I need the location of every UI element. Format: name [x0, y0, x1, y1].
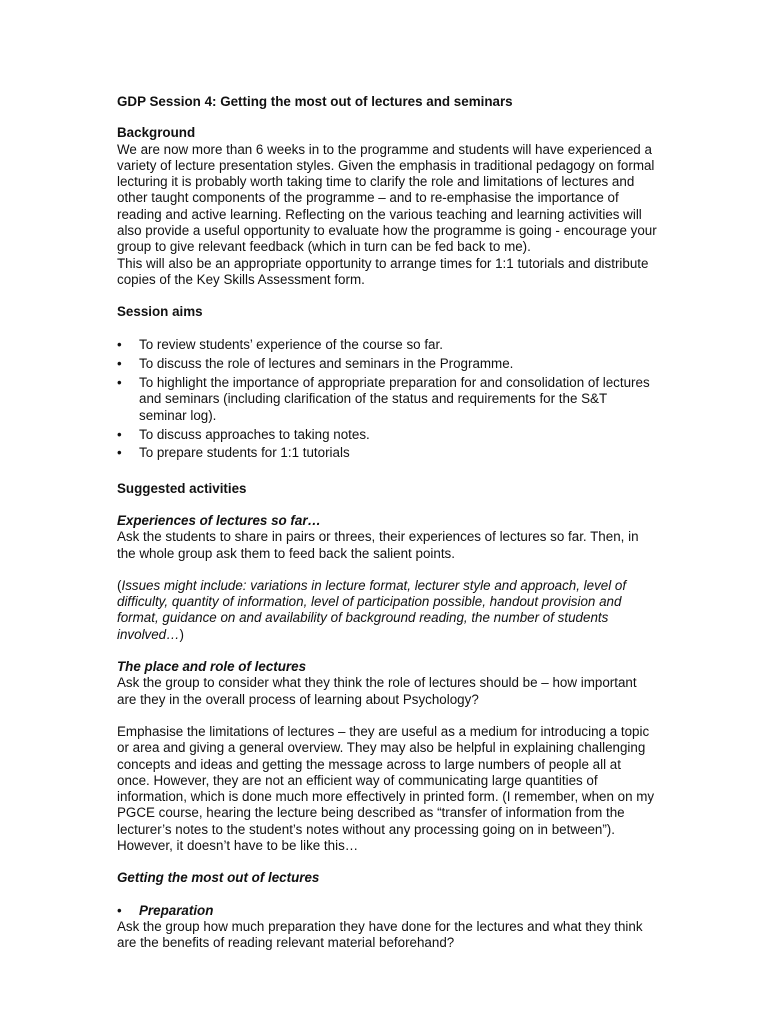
bullet-icon: •: [117, 375, 122, 391]
background-heading: Background: [117, 125, 196, 141]
preparation-paragraph: Ask the group how much preparation they have done for the lectures and what they think are the benefits of reading relevant material beforehand?: [117, 918, 643, 951]
place-role-paragraph-2: Emphasise the limitations of lectures – they are useful as a medium for introducing a topic or area and giving a general overview. They may also be helpful in explaining challenging concepts and ideas and getting the message across to large numbers of people all at once. However, they are not an efficient way of communicating large quantities of information, which is done much more effectively in printed form. (I remember, when on my PGCE course, hearing the lecture being described as “transfer of information from the lecturer’s notes to the student’s notes without any processing going on in between”). However, it doesn’t have to be like this…: [117, 723, 655, 853]
bullet-icon: •: [117, 336, 122, 352]
getting-most-list: [117, 903, 657, 919]
page-title: GDP Session 4: Getting the most out of lectures and seminars: [117, 94, 513, 109]
place-role-paragraph-1: Ask the group to consider what they think the role of lectures should be – how important are they in the overall process of learning about Psychology?: [117, 675, 637, 707]
aim-text: To prepare students for 1:1 tutorials: [139, 445, 350, 461]
issues-paragraph: [117, 578, 657, 643]
session-aims-heading: Session aims: [117, 304, 203, 320]
bullet-icon: •: [117, 902, 122, 918]
session-aims-list: [117, 337, 657, 462]
background-paragraph-1: We are now more than 6 weeks in to the programme and students will have experienced a variety of lecture presentation styles. Given the emphasis in traditional pedagogy on formal lecturing it is probably worth taking time to clarify the role and limitations of lectures and other taught components of the programme – and to re-emphasise the importance of reading and active learning. Reflecting on the various teaching and learning activities will also provide a useful opportunity to evaluate how the programme is going - encourage your group to give relevant feedback (which in turn can be fed back to me).: [117, 141, 657, 255]
list-item: [117, 337, 657, 353]
aim-text: To highlight the importance of appropriate preparation for and consolidation of lectures and seminars (including clarification of the status and requirements for the S&T seminar log).: [139, 375, 650, 423]
issues-close-paren: ): [179, 626, 184, 642]
list-item: [117, 445, 657, 461]
list-item: [117, 903, 657, 919]
experiences-paragraph: Ask the students to share in pairs or threes, their experiences of lectures so far. Then, in the whole group ask them to feed back the salient points.: [117, 529, 639, 561]
document-body: [117, 94, 657, 951]
getting-most-heading: Getting the most out of lectures: [117, 870, 320, 886]
aim-text: To discuss approaches to taking notes.: [139, 427, 370, 443]
list-item: [117, 356, 657, 372]
aim-text: To review students’ experience of the course so far.: [139, 336, 443, 352]
preparation-heading: Preparation: [139, 902, 214, 918]
issues-text: Issues might include: variations in lecture format, lecturer style and approach, level of difficulty, quantity of information, level of participation possible, handout provision and format, guidance on and availability of background reading, the number of students involved…: [117, 577, 627, 642]
place-role-heading: The place and role of lectures: [117, 659, 307, 675]
issues-open-paren: (: [117, 577, 122, 593]
list-item: [117, 427, 657, 443]
experiences-heading: Experiences of lectures so far…: [117, 512, 321, 528]
list-item: [117, 375, 657, 424]
bullet-icon: •: [117, 445, 122, 461]
suggested-activities-heading: Suggested activities: [117, 480, 247, 496]
aim-text: To discuss the role of lectures and seminars in the Programme.: [139, 355, 514, 371]
bullet-icon: •: [117, 355, 122, 371]
bullet-icon: •: [117, 427, 122, 443]
background-paragraph-2: This will also be an appropriate opportunity to arrange times for 1:1 tutorials and distribute copies of the Key Skills Assessment form.: [117, 255, 649, 287]
